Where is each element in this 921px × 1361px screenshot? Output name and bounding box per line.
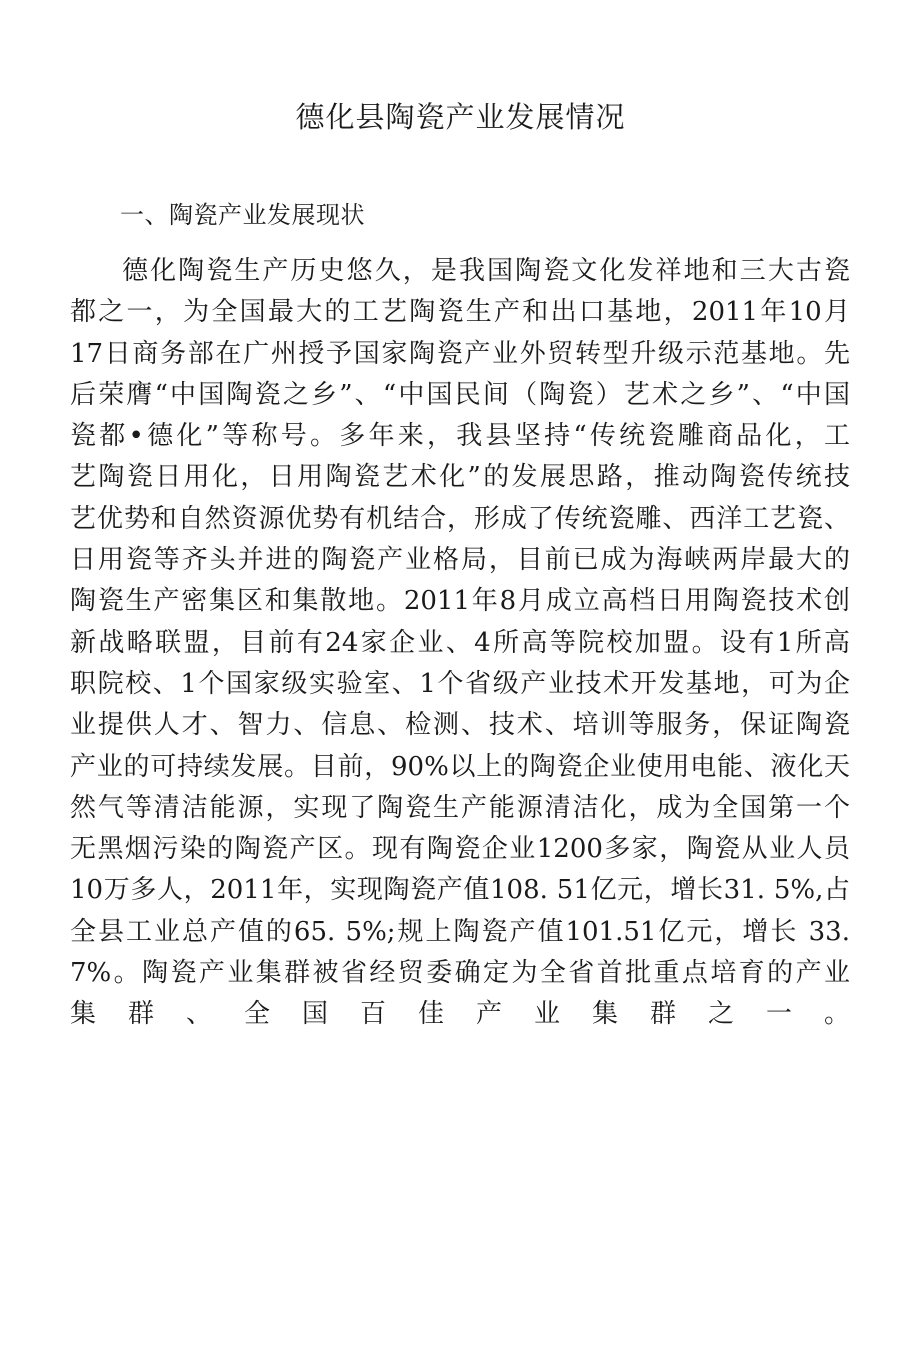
paragraph-line: 产业的可持续发展。目前，90%以上的陶瓷企业使用电能、液化天 — [70, 751, 850, 782]
paragraph-line: 艺优势和自然资源优势有机结合，形成了传统瓷雕、西洋工艺瓷、 — [70, 503, 850, 534]
paragraph-line: 业提供人才、智力、信息、检测、技术、培训等服务，保证陶瓷 — [70, 710, 850, 741]
paragraph-line: 陶瓷生产密集区和集散地。2011年8月成立高档日用陶瓷技术创 — [70, 586, 850, 617]
paragraph-line: 然气等清洁能源，实现了陶瓷生产能源清洁化，成为全国第一个 — [70, 792, 850, 823]
paragraph-line: 无黑烟污染的陶瓷产区。现有陶瓷企业1200多家，陶瓷从业人员 — [70, 834, 850, 865]
section-heading: 一、陶瓷产业发展现状 — [120, 201, 365, 229]
document-title: 德化县陶瓷产业发展情况 — [295, 100, 626, 134]
paragraph-line: 德化陶瓷生产历史悠久，是我国陶瓷文化发祥地和三大古瓷 — [122, 256, 850, 286]
paragraph-line: 瓷都•德化”等称号。多年来，我县坚持“传统瓷雕商品化，工 — [70, 421, 850, 452]
paragraph-line: 后荣膺“中国陶瓷之乡”、“中国民间（陶瓷）艺术之乡”、“中国 — [70, 379, 850, 410]
paragraph-line: 集群、全国百佳产业集群之一。 — [70, 999, 850, 1030]
paragraph-line: 艺陶瓷日用化，日用陶瓷艺术化”的发展思路，推动陶瓷传统技 — [70, 462, 850, 493]
paragraph-line: 10万多人，2011年，实现陶瓷产值108. 51亿元，增长31. 5%,占 — [70, 875, 850, 906]
paragraph-line: 新战略联盟，目前有24家企业、4所高等院校加盟。设有1所高 — [70, 627, 850, 658]
paragraph-line: 都之一，为全国最大的工艺陶瓷生产和出口基地，2011年10月 — [70, 297, 850, 328]
paragraph-line: 职院校、1个国家级实验室、1个省级产业技术开发基地，可为企 — [70, 668, 850, 699]
paragraph-line: 7%。陶瓷产业集群被省经贸委确定为全省首批重点培育的产业 — [70, 958, 850, 989]
paragraph-line: 17日商务部在广州授予国家陶瓷产业外贸转型升级示范基地。先 — [70, 338, 850, 369]
body-paragraph — [70, 251, 850, 1036]
paragraph-line: 日用瓷等齐头并进的陶瓷产业格局，目前已成为海峡两岸最大的 — [70, 545, 850, 576]
paragraph-line: 全县工业总产值的65. 5%;规上陶瓷产值101.51亿元，增长 33. — [70, 916, 850, 947]
